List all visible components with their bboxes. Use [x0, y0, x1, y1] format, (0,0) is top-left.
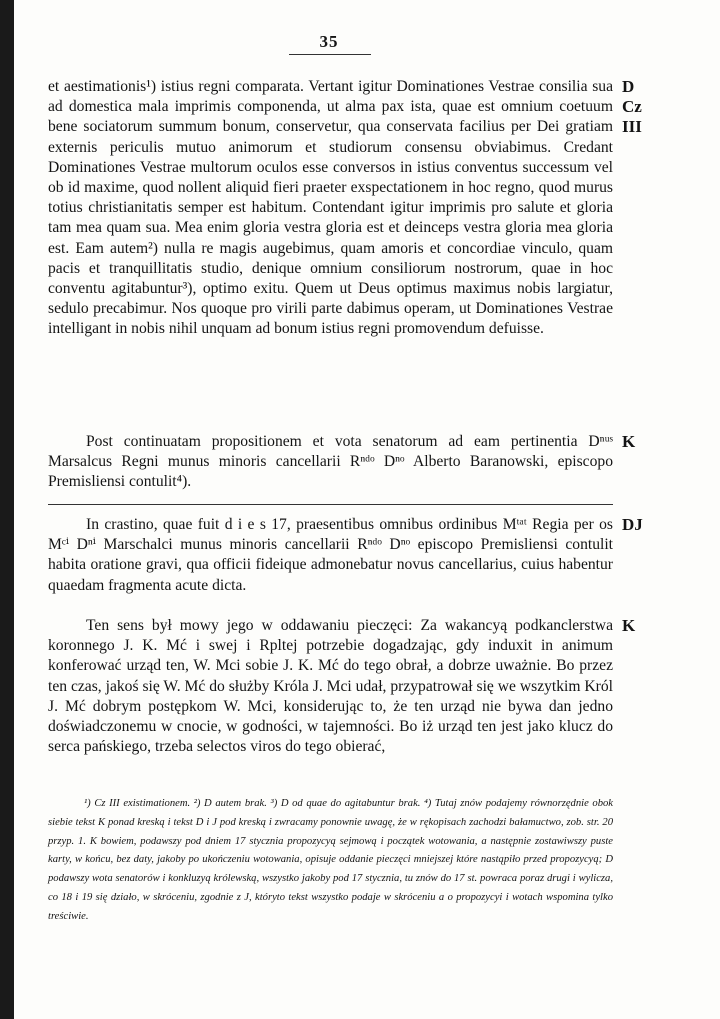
footnotes: ¹) Cz III existimationem. ²) D autem brak. ³) D od quae do agitabuntur brak. ⁴) Tutaj znów podajemy równorzędnie obok siebie tekst K ponad kreską i tekst D i J pod kreską i zwracamy ponownie uwagę, że w rękopisach zachodzi bałamuctwo, zob. str. 20 przyp. 1. K bowiem, podawszy pod dniem 17 stycznia propozycyą sejmową i początek wotowania, a następnie zostawiwszy puste karty, w końcu, bez daty, jakoby po ukończeniu wotowania, opisuje oddanie pieczęci mniejszej które nastąpiło przed propozycyą; D podawszy wota senatorów i konkluzyą królewską, wszystko jakoby pod 17 stycznia, tu znów do 17 st. powraca poraz drugi i wylicza, co 18 i 19 się działo, w skróceniu, zgodnie z J, któryto tekst wszystko podaje w skróceniu a o propozycyi i wotach wspomina tylko treściwie. — [48, 798, 613, 922]
margin-source-III: III — [622, 117, 642, 136]
page-number: 35 — [319, 32, 339, 51]
text-divider — [48, 504, 613, 505]
margin-source-K: K — [622, 432, 636, 451]
page-left-edge — [0, 0, 14, 1019]
senate-votes-paragraph: Post continuatam propositionem et vota senatorum ad eam pertinentia Dⁿᵘˢ Marsalcus Regni munus minoris cancellarii Rⁿᵈᵒ Dⁿᵒ Alberto Baranowski, episcopo Premisliensi contulit⁴). — [48, 433, 613, 491]
latin-speech-paragraph: et aestimationis¹) istius regni comparata. Vertant igitur Dominationes Vestrae consilia sua ad domestica mala imprimis componenda, ut alma pax ista, quae est omnium coetuum bene sociatorum summum bonum, conservetur, qua conservata facilius per Dei gratiam externis periculis mutuo animorum et studiorum consensu obviabimus. Credant Dominationes Vestrae multorum oculos esse conversos in istius conventus successum vel ob id maxime, quod nollent aliquid fieri praeter exspectationem in hoc regno, quod murus totius christianitatis semper est habitum. Contendant igitur imprimis pro salute et gloria tam mea quam sua. Mea enim gloria vestra gloria est et deinceps vestra gloria mea gloria est. Eam autem²) nulla re magis augebimus, quam amoris et concordiae vinculo, quam pacis et tranquillitatis studio, denique omnium consiliorum nostrorum, quae in hoc conventu agitabuntur³), optimo exitu. Quem ut Deus optimus maximus nobis largiatur, sedulo precabimur. Nos quoque pro virili parte dabimus operam, ut Dominationes Vestrae intelligant in nobis nihil unquam ad bonum istius regni promovendum defuisse. — [48, 78, 613, 338]
page-number-rule — [289, 54, 371, 55]
polish-speech-paragraph: Ten sens był mowy jego w oddawaniu pieczęci: Za wakancyą podkanclerstwa koronnego J. K. Mć i swej i Rpltej potrzebie dogadzając, gdy induxit in animum konferować urząd ten, W. Mci sobie J. K. Mć do tego obrał, a dobrze uważnie. Bo przez ten czas, jakoś się W. Mć do służby Króla J. Mci udał, przypatrował się we wszytkim Król J. Mć dobrym postępkom W. Mci, konsiderując to, że ten urząd nie bywa dan jedno doświadczonemu w cnocie, w godności, w tajemności. Bo iż urząd ten jest jako klucz do serca pańskiego, trzeba selectos viros do tego obierać, — [48, 617, 613, 756]
margin-source-D: D — [622, 77, 635, 96]
margin-source-K-2: K — [622, 616, 636, 635]
margin-source-Cz: Cz — [622, 97, 642, 116]
crastino-paragraph: In crastino, quae fuit d i e s 17, praesentibus omnibus ordinibus Mᵗᵃᵗ Regia per os Mᶜⁱ Dⁿⁱ Marschalci munus minoris cancellarii Rⁿᵈᵒ Dⁿᵒ episcopo Premisliensi contulit habita oratione gravi, qua officii fideique admonebatur novus cancellarius, cuius habentur quaedam fragmenta acute dicta. — [48, 516, 613, 594]
margin-source-DJ: DJ — [622, 515, 643, 534]
